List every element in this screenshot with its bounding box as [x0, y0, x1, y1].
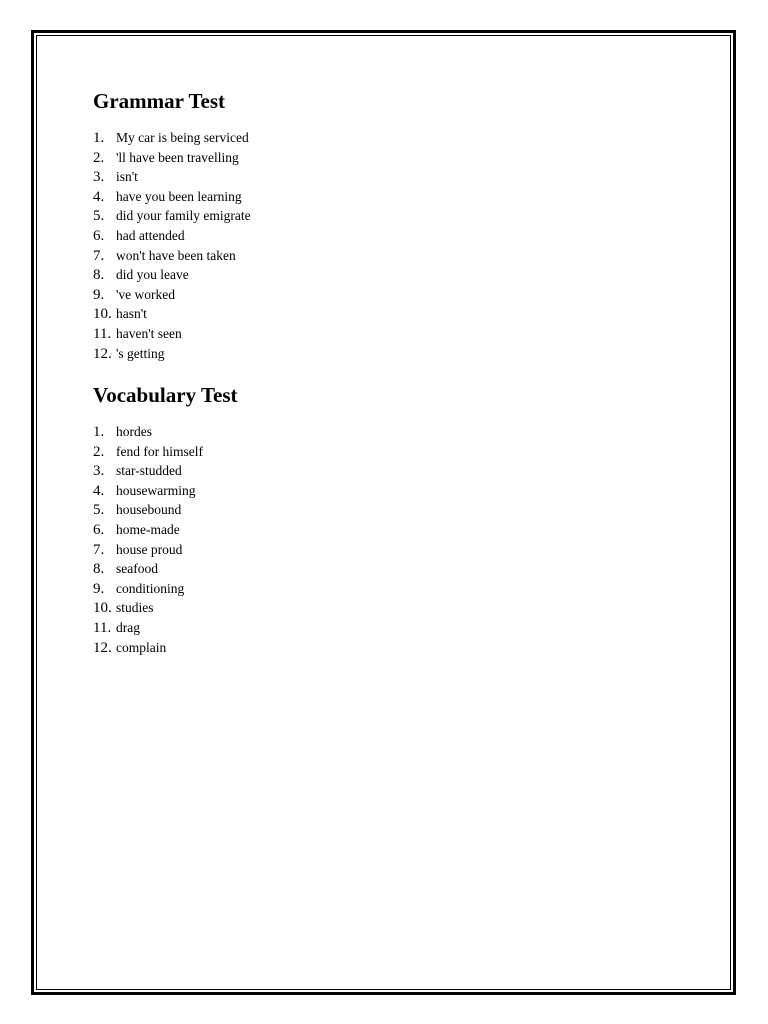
item-answer: did you leave [116, 267, 189, 283]
list-item [93, 481, 238, 501]
list-item [93, 461, 238, 481]
item-answer: haven't seen [116, 325, 182, 341]
item-number: 3. [93, 463, 105, 480]
list-item [93, 206, 251, 226]
item-number: 12. [93, 639, 112, 656]
item-answer: have you been learning [116, 188, 242, 204]
list-item [93, 618, 238, 638]
grammar-test-title: Grammar Test [93, 89, 226, 113]
list-item [93, 285, 251, 305]
list-item [93, 246, 251, 266]
item-number: 11. [93, 325, 112, 342]
item-answer: complain [116, 639, 167, 655]
item-number: 5. [93, 502, 105, 519]
item-answer: conditioning [116, 580, 185, 596]
item-answer: isn't [116, 169, 138, 185]
item-answer: studies [116, 600, 154, 616]
list-item [93, 442, 238, 462]
item-number: 4. [93, 482, 105, 499]
list-item [93, 187, 251, 207]
item-answer: housewarming [116, 482, 196, 498]
item-number: 9. [93, 580, 105, 597]
item-number: 8. [93, 561, 105, 578]
item-answer: drag [116, 619, 140, 635]
item-answer: 'll have been travelling [116, 149, 239, 165]
list-item [93, 304, 251, 324]
item-number: 7. [93, 541, 105, 558]
list-item [93, 559, 238, 579]
item-answer: did your family emigrate [116, 208, 251, 224]
grammar-answer-list [93, 128, 251, 363]
item-answer: house proud [116, 541, 183, 557]
grammar-test-section [93, 88, 251, 363]
list-item [93, 265, 251, 285]
item-answer: star-studded [116, 463, 182, 479]
item-number: 6. [93, 521, 105, 538]
item-number: 5. [93, 208, 105, 225]
item-answer: fend for himself [116, 443, 203, 459]
item-answer: hordes [116, 424, 152, 439]
list-item [93, 579, 238, 599]
item-number: 2. [93, 149, 105, 166]
list-item [93, 540, 238, 560]
item-answer: housebound [116, 502, 182, 518]
item-answer: My car is being serviced [116, 130, 249, 145]
list-item [93, 148, 251, 168]
item-answer: hasn't [116, 306, 147, 322]
item-number: 8. [93, 267, 105, 284]
list-item [93, 324, 251, 344]
vocabulary-answer-list [93, 422, 238, 657]
item-number: 4. [93, 188, 105, 205]
item-number: 3. [93, 169, 105, 186]
item-answer: seafood [116, 561, 158, 577]
vocabulary-test-section [93, 382, 238, 657]
item-number: 6. [93, 227, 105, 244]
item-answer: 's getting [116, 345, 165, 361]
item-number: 12. [93, 345, 112, 362]
item-number: 10. [93, 306, 112, 323]
list-item [93, 500, 238, 520]
item-number: 11. [93, 619, 112, 636]
item-answer: 've worked [116, 286, 176, 302]
list-item [93, 344, 251, 364]
list-item [93, 422, 238, 442]
item-number: 9. [93, 286, 105, 303]
item-number: 7. [93, 247, 105, 264]
item-number: 10. [93, 600, 112, 617]
list-item [93, 638, 238, 658]
item-number: 1. [93, 130, 105, 146]
list-item [93, 520, 238, 540]
item-answer: home-made [116, 521, 180, 537]
list-item [93, 598, 238, 618]
item-number: 1. [93, 424, 105, 440]
item-answer: had attended [116, 227, 185, 243]
list-item [93, 128, 251, 148]
item-number: 2. [93, 443, 105, 460]
item-answer: won't have been taken [116, 247, 236, 263]
list-item [93, 167, 251, 187]
list-item [93, 226, 251, 246]
vocabulary-test-title: Vocabulary Test [93, 383, 238, 407]
